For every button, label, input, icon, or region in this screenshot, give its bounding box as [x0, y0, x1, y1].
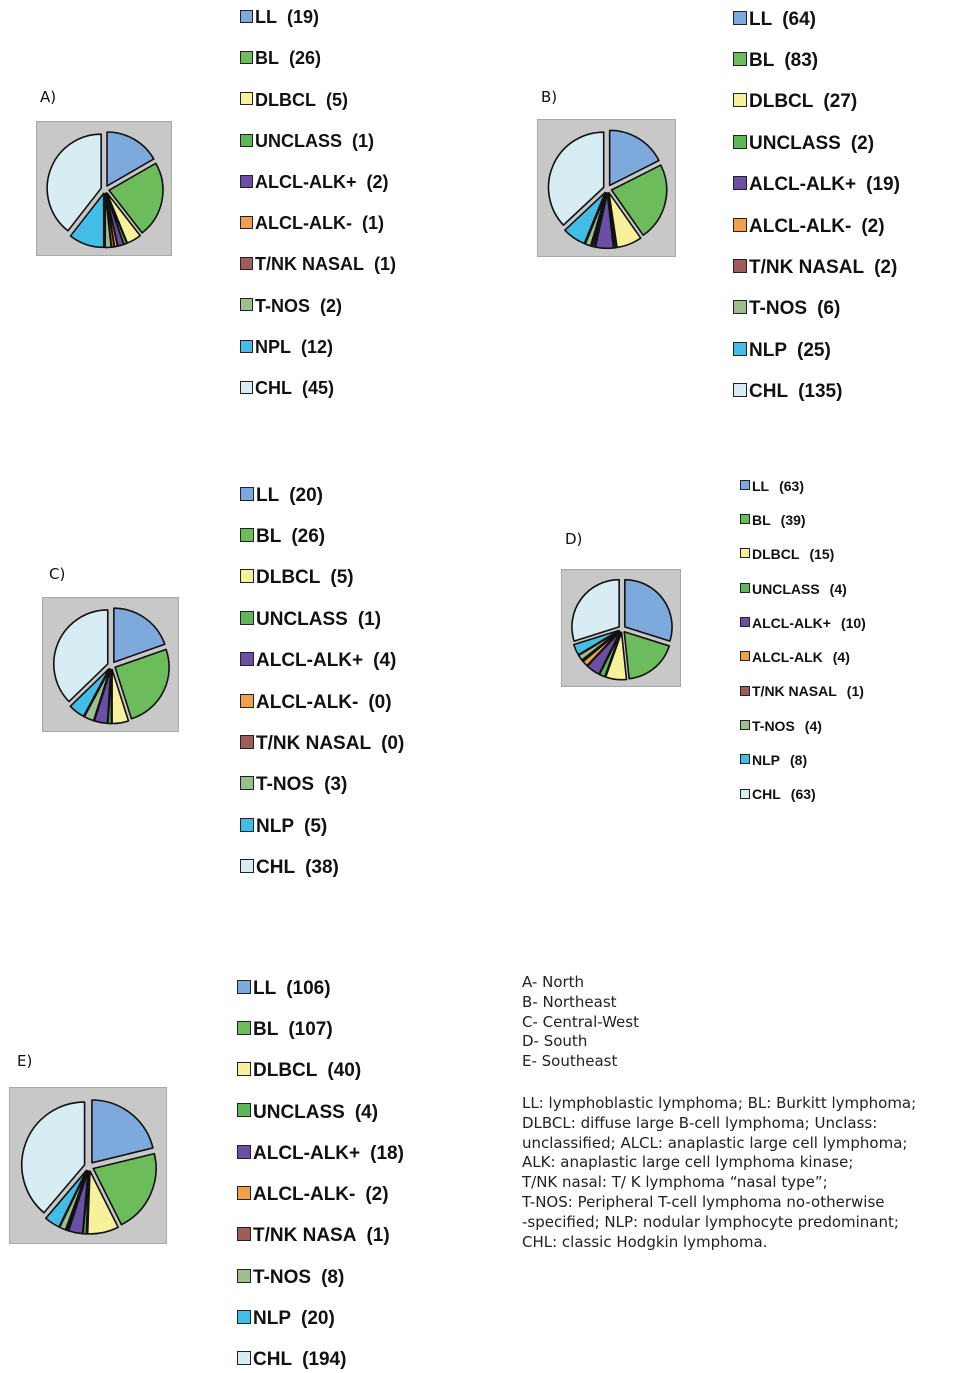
legend-count: (5): [304, 815, 328, 837]
legend-item-nlp: [240, 337, 333, 358]
legend-count: (12): [301, 336, 334, 357]
abbrev-line: ALK: anaplastic large cell lymphoma kinase;: [522, 1153, 854, 1172]
legend-label: ALCL-ALK+: [255, 172, 357, 192]
legend-label: CHL: [749, 381, 789, 403]
legend-label: DLBCL: [255, 89, 316, 110]
legend-item-bl: [740, 512, 806, 528]
region-b: B- Northeast: [522, 992, 617, 1011]
legend-label: LL: [752, 477, 770, 494]
legend-label: ALCL-ALK-: [255, 213, 352, 234]
legend-item-dlbcl: [240, 90, 348, 111]
legend-label: BL: [752, 511, 771, 528]
legend-label: T/NK NASAL: [255, 254, 364, 275]
legend-item-ll: [733, 9, 816, 31]
legend-item-nlp: [740, 752, 807, 768]
legend-count: (2): [366, 172, 389, 192]
abbrev-line: T-NOS: Peripheral T-cell lymphoma no-otherwise: [522, 1192, 885, 1211]
pie-chart-b: [537, 119, 676, 257]
legend-label: NLP: [752, 752, 780, 768]
legend-swatch: [237, 1021, 251, 1035]
legend-item-t-nos: [240, 296, 342, 317]
figure-notes: [522, 973, 962, 1252]
legend-swatch: [740, 651, 750, 661]
legend-count: (194): [302, 1349, 347, 1371]
legend-swatch: [733, 383, 747, 397]
legend-label: DLBCL: [253, 1060, 318, 1082]
legend-count: (4): [832, 649, 850, 666]
legend-swatch: [240, 611, 254, 625]
legend-item-ll: [237, 978, 331, 1000]
legend-item-alcl-alk-pos: [740, 615, 866, 631]
legend-swatch: [740, 583, 750, 593]
legend-label: BL: [255, 48, 279, 69]
legend-swatch: [237, 1310, 251, 1324]
legend-swatch: [740, 480, 750, 490]
legend-swatch: [237, 1269, 251, 1283]
legend-item-unclass: [237, 1102, 378, 1124]
legend-swatch: [240, 694, 254, 708]
legend-label: LL: [253, 977, 277, 999]
legend-swatch: [240, 134, 253, 147]
legend-swatch: [237, 1062, 251, 1076]
legend-swatch: [740, 617, 750, 627]
legend-count: (107): [288, 1018, 333, 1040]
pie-chart-c: [42, 597, 179, 732]
legend-swatch: [237, 1186, 251, 1200]
legend-swatch: [240, 381, 253, 394]
legend-item-alcl-alk-neg: [237, 1184, 389, 1206]
legend-label: T/NK NASAL: [752, 683, 837, 700]
legend-label: NLP: [253, 1308, 291, 1329]
legend-count: (5): [330, 567, 354, 589]
panel-label-d: D): [565, 530, 583, 548]
legend-label: NLP: [749, 339, 787, 361]
legend-swatch: [733, 218, 747, 232]
pie-chart-d: [561, 569, 681, 687]
legend-swatch: [237, 1103, 251, 1117]
legend-swatch: [733, 259, 747, 273]
legend-item-chl: [740, 786, 816, 802]
legend-item-ll: [240, 7, 319, 28]
legend-swatch: [733, 300, 747, 314]
legend-swatch: [240, 776, 254, 790]
legend-item-tnk-nasal: [240, 254, 396, 275]
pie-chart-e: [9, 1087, 167, 1244]
legend-swatch: [740, 514, 750, 524]
panel-label-e: E): [17, 1052, 33, 1070]
legend-item-tnk-nasal: [740, 683, 864, 699]
region-d: D- South: [522, 1032, 588, 1051]
legend-item-t-nos: [733, 298, 840, 320]
region-list: [522, 973, 962, 1072]
legend-swatch: [240, 10, 253, 23]
legend-count: (1): [846, 683, 864, 700]
region-a: A- North: [522, 973, 585, 991]
legend-label: CHL: [253, 1349, 293, 1371]
legend-label: DLBCL: [749, 91, 814, 113]
legend-item-t-nos: [740, 718, 822, 734]
legend-count: (63): [779, 477, 805, 494]
legend-count: (83): [784, 50, 819, 71]
legend-count: (135): [798, 381, 843, 403]
legend-label: T-NOS: [256, 774, 315, 796]
legend-count: (25): [797, 339, 831, 361]
legend-label: T-NOS: [255, 295, 311, 316]
legend-item-alcl-alk-neg: [240, 213, 384, 234]
legend-item-alcl-alk-pos: [237, 1143, 404, 1165]
abbreviation-notes: [522, 1094, 962, 1252]
legend-count: (1): [366, 1225, 390, 1247]
legend-count: (19): [287, 7, 320, 28]
abbrev-line: T/NK nasal: T/ K lymphoma “nasal type”;: [522, 1173, 828, 1192]
legend-count: (18): [370, 1142, 404, 1164]
legend-label: LL: [749, 8, 773, 30]
legend-label: BL: [749, 50, 775, 71]
legend-label: ALCL-ALK-: [253, 1184, 356, 1206]
legend-swatch: [240, 818, 254, 832]
legend-item-dlbcl: [240, 567, 354, 589]
legend-count: (4): [354, 1101, 379, 1123]
legend-label: T/NK NASAL: [256, 733, 372, 754]
legend-count: (6): [817, 298, 841, 320]
legend-item-nlp: [237, 1308, 335, 1330]
legend-item-alcl-alk-neg: [733, 216, 885, 238]
legend-count: (5): [326, 89, 348, 110]
legend-label: T-NOS: [752, 717, 795, 734]
legend-label: CHL: [255, 378, 292, 398]
legend-count: (26): [291, 526, 326, 547]
pie-slice-ll: [92, 1100, 153, 1163]
legend-count: (8): [321, 1266, 345, 1288]
legend-label: UNCLASS: [256, 608, 348, 630]
legend-count: (4): [373, 650, 397, 672]
legend-item-chl: [240, 857, 339, 879]
legend-count: (1): [374, 254, 396, 275]
legend-label: CHL: [752, 786, 781, 803]
legend-item-dlbcl: [740, 546, 834, 562]
legend-label: UNCLASS: [253, 1101, 345, 1123]
pie-chart-a: [36, 121, 172, 256]
legend-label: LL: [255, 7, 277, 28]
legend-count: (19): [866, 174, 900, 196]
legend-count: (4): [829, 580, 847, 597]
abbrev-line: -specified; NLP: nodular lymphocyte predominant;: [522, 1212, 899, 1231]
pie-slice-ll: [625, 580, 672, 641]
legend-swatch: [237, 980, 251, 994]
legend-item-bl: [733, 50, 818, 72]
legend-item-tnk-nasal: [240, 733, 404, 755]
abbrev-line: CHL: classic Hodgkin lymphoma.: [522, 1232, 768, 1251]
legend-count: (20): [301, 1308, 335, 1329]
region-e: E- Southeast: [522, 1052, 618, 1071]
panel-label-b: B): [541, 88, 558, 106]
legend-item-unclass: [240, 131, 374, 152]
legend-item-nlp: [240, 816, 327, 838]
legend-swatch: [740, 720, 750, 730]
legend-swatch: [240, 298, 253, 311]
legend-count: (4): [804, 717, 822, 734]
legend-count: (106): [286, 977, 331, 999]
legend-label: NLP: [256, 815, 294, 837]
pie-svg-a: [37, 122, 172, 256]
legend-item-unclass: [240, 609, 381, 631]
pie-svg-c: [43, 598, 179, 732]
abbrev-line: LL: lymphoblastic lymphoma; BL: Burkitt lymphoma;: [522, 1093, 917, 1112]
legend-swatch: [740, 686, 750, 696]
legend-item-ll: [740, 478, 804, 494]
legend-label: UNCLASS: [752, 580, 820, 597]
pie-svg-d: [562, 570, 681, 687]
legend-label: UNCLASS: [255, 130, 343, 151]
legend-count: (0): [381, 733, 405, 754]
legend-count: (0): [368, 691, 392, 713]
legend-swatch: [237, 1145, 251, 1159]
legend-item-t-nos: [240, 774, 347, 796]
legend-swatch: [240, 735, 254, 749]
legend-swatch: [240, 652, 254, 666]
legend-swatch: [740, 754, 750, 764]
legend-count: (1): [361, 213, 384, 234]
legend-count: (2): [874, 257, 898, 278]
legend-count: (38): [305, 857, 339, 879]
region-c: C- Central-West: [522, 1012, 639, 1031]
pie-svg-b: [538, 120, 676, 257]
legend-count: (15): [809, 546, 835, 563]
legend-label: NPL: [255, 336, 291, 357]
legend-swatch: [240, 51, 253, 64]
legend-label: ALCL-ALK-: [749, 215, 852, 237]
legend-item-alcl-alk-pos: [733, 174, 900, 196]
legend-swatch: [240, 487, 254, 501]
legend-swatch: [240, 528, 254, 542]
pie-svg-e: [10, 1088, 167, 1244]
legend-item-bl: [240, 526, 325, 548]
legend-swatch: [733, 135, 747, 149]
legend-count: (2): [861, 215, 885, 237]
legend-swatch: [740, 548, 750, 558]
legend-count: (2): [850, 132, 875, 154]
legend-item-t-nos: [237, 1267, 344, 1289]
legend-count: (3): [324, 774, 348, 796]
legend-item-alcl-alk-neg: [740, 649, 850, 665]
legend-count: (39): [780, 511, 806, 528]
legend-label: ALCL-ALK+: [749, 174, 857, 196]
legend-label: DLBCL: [256, 567, 321, 589]
legend-count: (1): [357, 608, 382, 630]
legend-swatch: [733, 52, 747, 66]
legend-item-dlbcl: [237, 1060, 361, 1082]
legend-swatch: [733, 342, 747, 356]
legend-item-unclass: [740, 581, 847, 597]
legend-count: (20): [289, 484, 324, 506]
legend-swatch: [240, 257, 253, 270]
legend-item-bl: [240, 48, 321, 69]
legend-count: (1): [352, 130, 375, 151]
legend-item-tnk-nasal: [237, 1225, 390, 1247]
legend-count: (40): [327, 1060, 362, 1082]
legend-count: (2): [365, 1184, 389, 1206]
legend-label: ALCL-ALK+: [253, 1142, 361, 1164]
legend-swatch: [237, 1351, 251, 1365]
abbrev-line: DLBCL: diffuse large B-cell lymphoma; Unclass:: [522, 1113, 878, 1132]
legend-swatch: [733, 176, 747, 190]
legend-count: (10): [840, 614, 866, 631]
legend-item-chl: [237, 1349, 346, 1371]
legend-item-ll: [240, 485, 323, 507]
legend-label: ALCL-ALK+: [256, 650, 364, 672]
legend-label: BL: [253, 1018, 279, 1040]
legend-label: T/NK NASA: [253, 1225, 357, 1247]
panel-label-c: C): [49, 565, 66, 583]
legend-swatch: [733, 11, 747, 25]
legend-label: UNCLASS: [749, 132, 841, 154]
legend-label: ALCL-ALK+: [752, 614, 831, 631]
legend-count: (2): [320, 295, 343, 316]
legend-count: (27): [823, 91, 858, 113]
legend-count: (64): [782, 8, 817, 30]
legend-item-bl: [237, 1019, 333, 1041]
legend-swatch: [237, 1227, 251, 1241]
legend-swatch: [240, 92, 253, 105]
legend-label: DLBCL: [752, 546, 800, 563]
legend-item-alcl-alk-pos: [240, 172, 389, 193]
legend-label: LL: [256, 484, 280, 506]
legend-item-alcl-alk-pos: [240, 650, 396, 672]
legend-label: ALCL-ALK: [752, 649, 823, 666]
legend-item-unclass: [733, 133, 874, 155]
legend-swatch: [240, 175, 253, 188]
legend-item-alcl-alk-neg: [240, 692, 392, 714]
legend-label: CHL: [256, 857, 296, 879]
legend-swatch: [240, 859, 254, 873]
legend-item-chl: [240, 378, 334, 399]
legend-count: (45): [302, 378, 335, 398]
legend-count: (8): [790, 752, 808, 768]
legend-swatch: [240, 340, 253, 353]
legend-label: BL: [256, 526, 282, 547]
legend-swatch: [740, 789, 750, 799]
legend-label: T-NOS: [253, 1266, 312, 1288]
legend-count: (26): [289, 48, 322, 69]
legend-label: T/NK NASAL: [749, 257, 865, 278]
legend-swatch: [240, 216, 253, 229]
panel-label-a: A): [40, 88, 57, 106]
legend-swatch: [240, 569, 254, 583]
legend-item-dlbcl: [733, 91, 857, 113]
legend-count: (63): [790, 786, 816, 803]
legend-item-chl: [733, 381, 842, 403]
legend-item-nlp: [733, 340, 831, 362]
legend-label: ALCL-ALK-: [256, 691, 359, 713]
legend-label: T-NOS: [749, 298, 808, 320]
abbrev-line: unclassified; ALCL: anaplastic large cell lymphoma;: [522, 1133, 908, 1152]
legend-item-tnk-nasal: [733, 257, 897, 279]
legend-swatch: [733, 93, 747, 107]
